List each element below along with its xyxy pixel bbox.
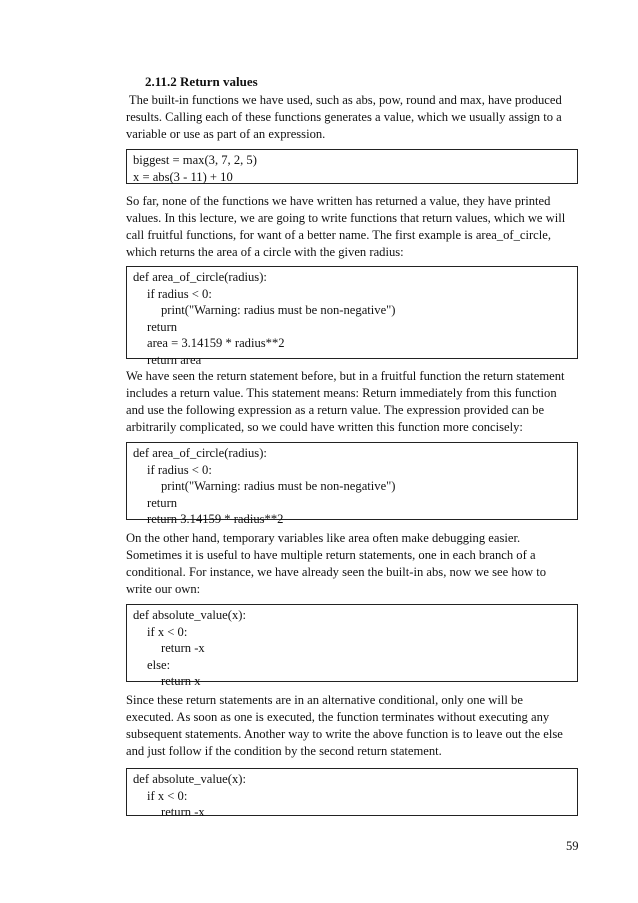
code-block-absolute-value-2 <box>126 768 578 820</box>
code-block-absolute-value <box>126 604 578 689</box>
paragraph-intro <box>126 92 582 143</box>
code-line: return -x <box>161 805 205 820</box>
code-line: return -x <box>161 641 205 656</box>
paragraph-line: includes a return value. This statement means: Return immediately from this function <box>126 386 557 400</box>
code-line: x = abs(3 - 11) + 10 <box>133 169 233 184</box>
paragraph-line: values. In this lecture, we are going to write functions that return values, which we will <box>126 211 566 225</box>
section-number: 2.11.2 <box>145 74 177 89</box>
paragraph-line: On the other hand, temporary variables like area often make debugging easier. <box>126 531 521 545</box>
code-line: return area <box>147 352 202 367</box>
code-block-area-of-circle-concise <box>126 442 578 527</box>
code-line: if x < 0: <box>147 624 188 639</box>
paragraph-line: So far, none of the functions we have written has returned a value, they have printed <box>126 194 551 208</box>
code-line: else: <box>147 657 171 672</box>
code-line: if x < 0: <box>147 788 188 803</box>
paragraph-line: executed. As soon as one is executed, the function terminates without executing any <box>126 710 550 724</box>
paragraph-line: arbitrarily complicated, so we could have written this function more concisely: <box>126 420 523 434</box>
paragraph-line: and use the following expression as a return value. The expression provided can be <box>126 403 545 417</box>
paragraph-line: results. Calling each of these functions generates a value, which we usually assign to a <box>126 110 562 124</box>
code-line: if radius < 0: <box>147 286 212 301</box>
code-line: def area_of_circle(radius): <box>133 446 267 460</box>
section-heading <box>145 74 258 90</box>
code-line: return 3.14159 * radius**2 <box>147 512 284 527</box>
code-line: def area_of_circle(radius): <box>133 270 267 284</box>
paragraph-line: which returns the area of a circle with the given radius: <box>126 245 404 259</box>
paragraph-line: call fruitful functions, for want of a better name. The first example is area_of_circle, <box>126 228 551 242</box>
code-line: print("Warning: radius must be non-negative") <box>161 303 396 318</box>
code-line: return <box>147 495 178 510</box>
code-block-max-abs <box>126 149 578 184</box>
code-block-area-of-circle <box>126 266 578 367</box>
paragraph-line: subsequent statements. Another way to write the above function is to leave out the else <box>126 727 563 741</box>
paragraph-line: We have seen the return statement before, but in a fruitful function the return statement <box>126 369 565 383</box>
paragraph-multiple-returns <box>126 530 582 598</box>
paragraph-return-statement <box>126 368 582 436</box>
code-line: def absolute_value(x): <box>133 772 246 786</box>
page-number: 59 <box>566 839 579 853</box>
section-title: Return values <box>180 74 258 89</box>
code-line: def absolute_value(x): <box>133 608 246 622</box>
paragraph-line: write our own: <box>126 582 201 596</box>
code-line: area = 3.14159 * radius**2 <box>147 336 285 351</box>
code-line: biggest = max(3, 7, 2, 5) <box>133 153 257 167</box>
code-line: return <box>147 319 178 334</box>
paragraph-fruitful-functions <box>126 193 582 261</box>
code-line: return x <box>161 674 201 689</box>
code-line: if radius < 0: <box>147 462 212 477</box>
paragraph-alternative-conditional <box>126 692 582 760</box>
paragraph-line: variable or use as part of an expression. <box>126 127 326 141</box>
paragraph-line: and just follow if the condition by the second return statement. <box>126 744 442 758</box>
code-line: print("Warning: radius must be non-negative") <box>161 479 396 494</box>
paragraph-line: Sometimes it is useful to have multiple return statements, one in each branch of a <box>126 548 536 562</box>
paragraph-line: Since these return statements are in an alternative conditional, only one will be <box>126 693 523 707</box>
paragraph-line: The built-in functions we have used, such as abs, pow, round and max, have produced <box>126 93 562 107</box>
paragraph-line: conditional. For instance, we have already seen the built-in abs, now we see how to <box>126 565 547 579</box>
